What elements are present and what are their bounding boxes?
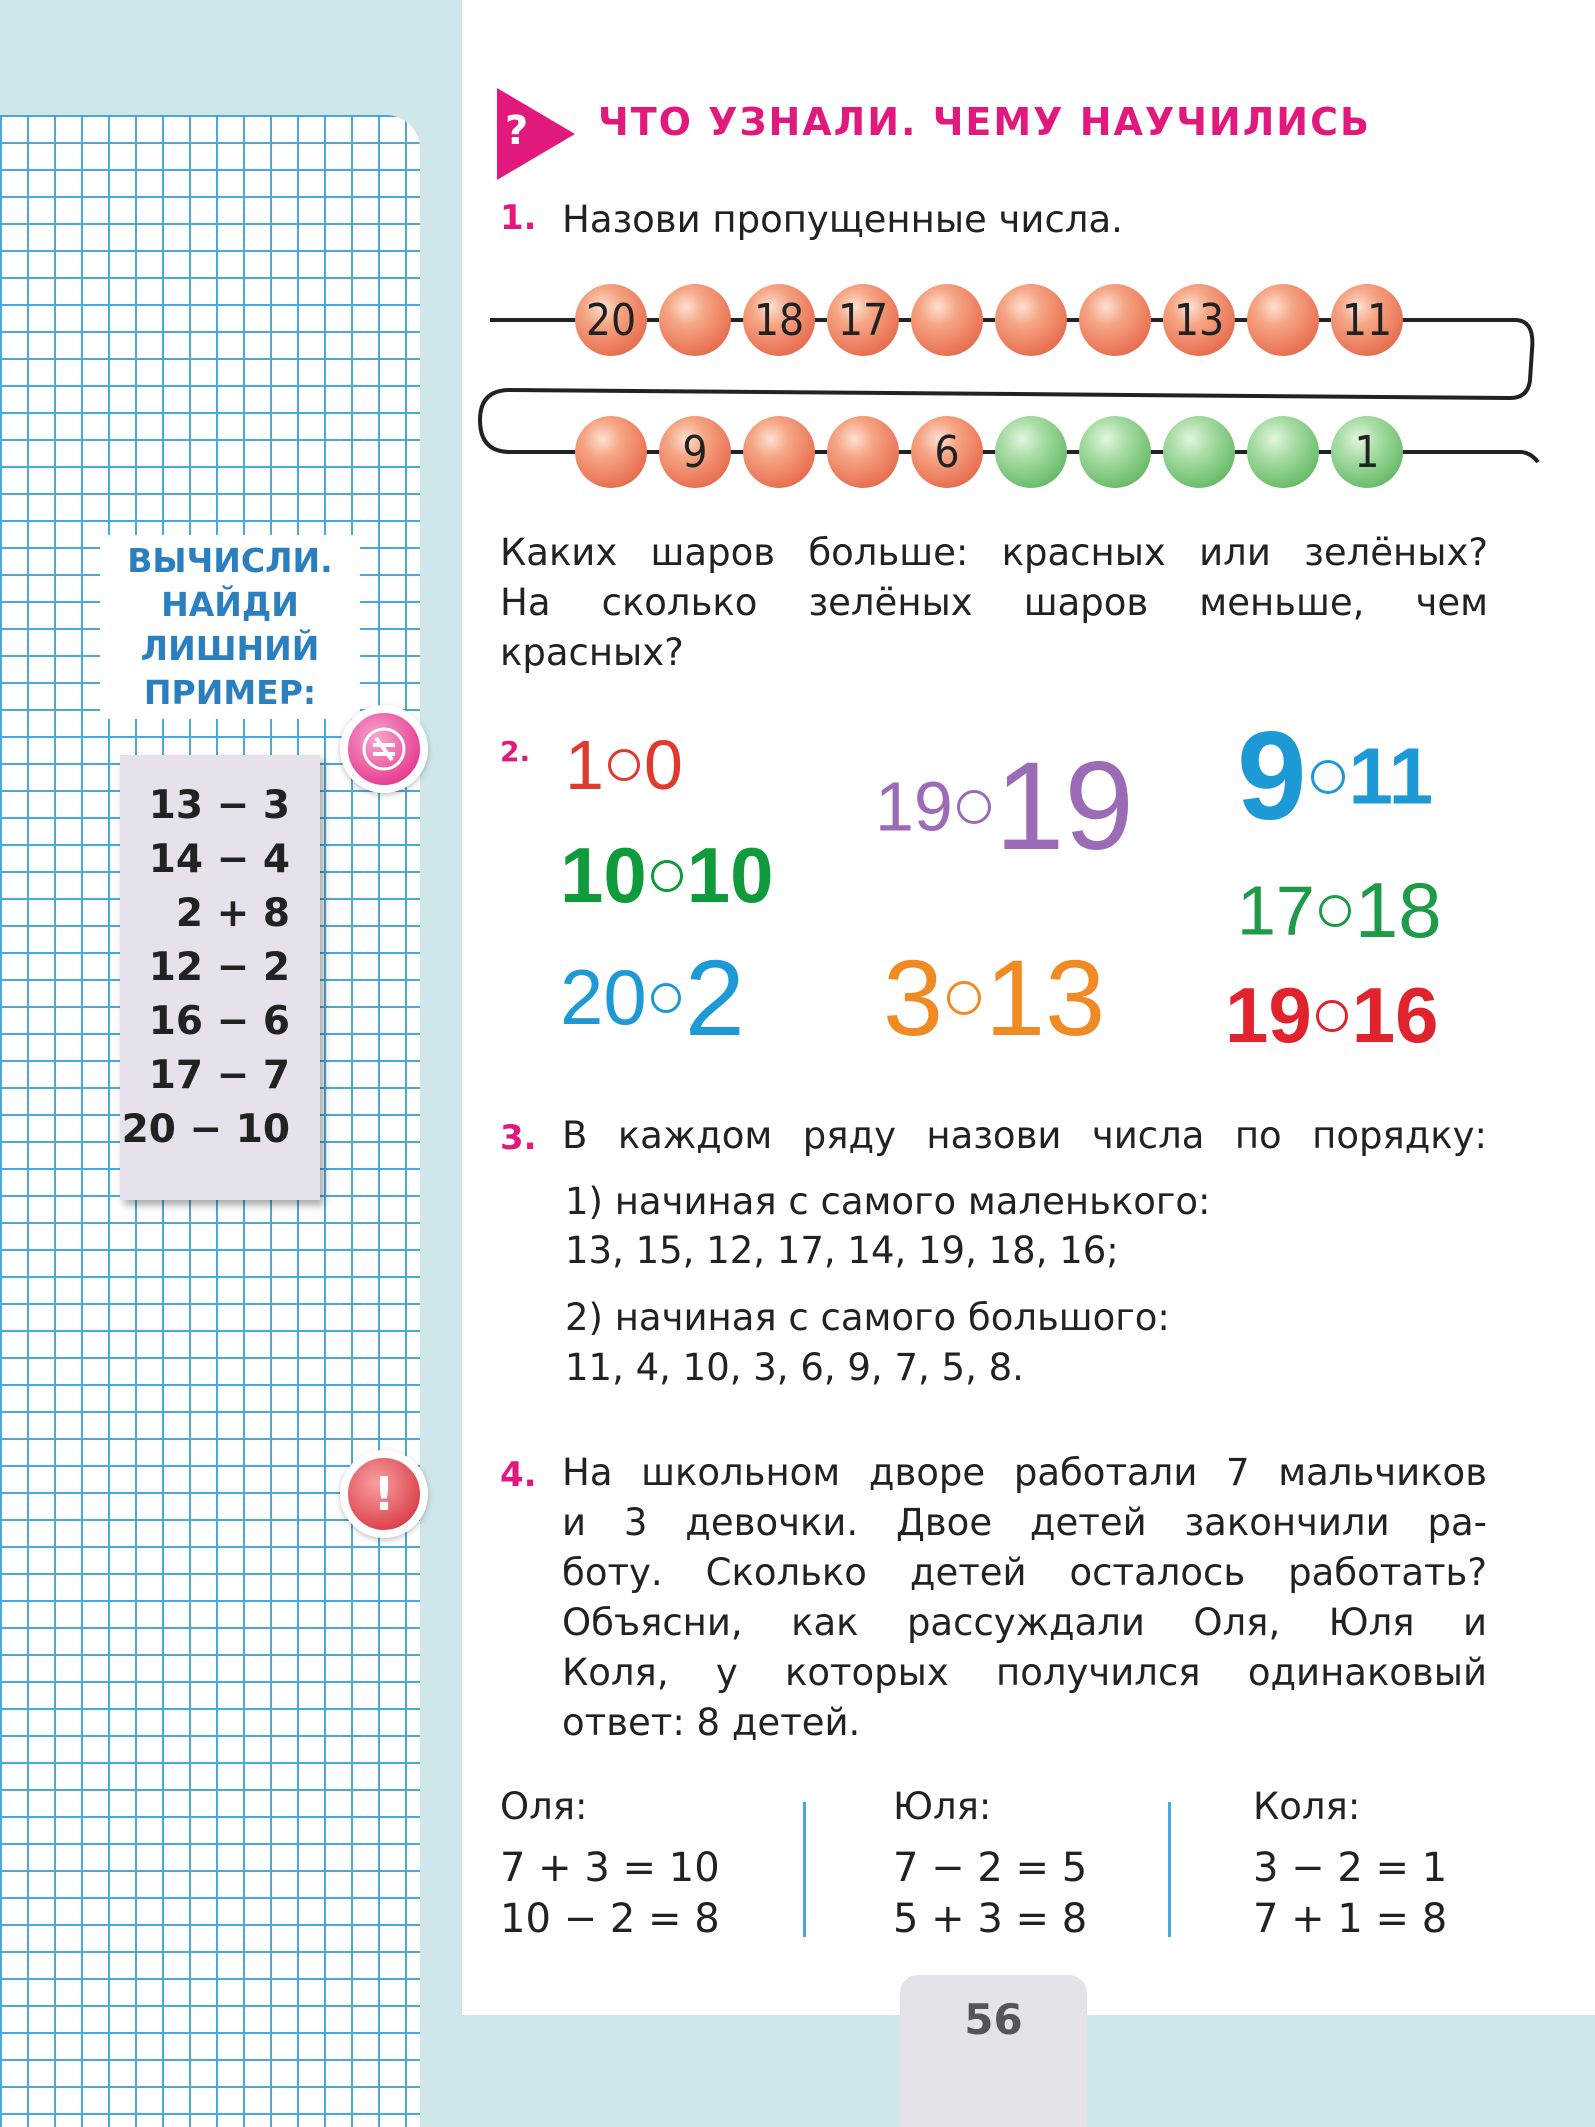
comparison-right-number: 11 — [1348, 731, 1434, 821]
comparison-item — [883, 935, 1105, 1060]
question-line: Каких шаров больше: красных или зелёных? — [500, 531, 1488, 574]
bead-green — [995, 416, 1067, 488]
task-3-part2-values: 11, 4, 10, 3, 6, 9, 7, 5, 8. — [565, 1346, 1024, 1389]
comparison-left-number: 9 — [1237, 707, 1307, 846]
question-line: красных? — [500, 631, 684, 674]
solution-author: Коля: — [1253, 1785, 1361, 1828]
solution-step: 7 − 2 = 5 — [893, 1845, 1088, 1891]
solution-divider — [1168, 1802, 1171, 1937]
comparison-blank-circle[interactable] — [947, 981, 981, 1015]
bead-red — [827, 416, 899, 488]
task-1-number: 1. — [500, 198, 537, 238]
bead-red: 18 — [743, 284, 815, 356]
comparison-right-number: 16 — [1351, 971, 1439, 1059]
bead-red: 13 — [1163, 284, 1235, 356]
example-item: 14 − 4 — [148, 837, 290, 882]
comparison-blank-circle[interactable] — [651, 983, 681, 1013]
task-4-line: и 3 девочки. Двое детей закончили ра- — [562, 1501, 1487, 1544]
comparison-blank-circle[interactable] — [651, 860, 683, 892]
solution-step: 7 + 3 = 10 — [500, 1845, 720, 1891]
comparison-right-number: 0 — [643, 726, 683, 804]
comparison-left-number: 3 — [883, 937, 944, 1058]
bead-green — [1079, 416, 1151, 488]
comparison-item — [1237, 865, 1442, 956]
comparison-left-number: 20 — [560, 953, 647, 1041]
comparison-right-number: 10 — [686, 831, 774, 919]
comparison-right-number: 18 — [1354, 866, 1442, 954]
comparison-blank-circle[interactable] — [1316, 1000, 1348, 1032]
comparison-left-number: 19 — [1225, 971, 1312, 1059]
comparison-blank-circle[interactable] — [1311, 760, 1345, 794]
bead-red: 20 — [575, 284, 647, 356]
bead-green — [1247, 416, 1319, 488]
example-item: 17 − 7 — [148, 1053, 290, 1098]
comparison-blank-circle[interactable] — [957, 790, 991, 824]
task-4-line: Коля, у которых получился одинаковый — [562, 1651, 1487, 1694]
bead-green — [1163, 416, 1235, 488]
task-2-number: 2. — [500, 735, 531, 768]
comparison-item — [1225, 970, 1439, 1061]
comparison-item — [875, 735, 1134, 878]
comparison-item — [560, 935, 745, 1060]
task-4-number: 4. — [500, 1455, 537, 1495]
comparison-blank-circle[interactable] — [608, 749, 640, 781]
bead-red: 11 — [1331, 284, 1403, 356]
example-item: 16 − 6 — [148, 999, 290, 1044]
task-3-part1-label: 1) начиная с самого маленького: — [565, 1180, 1211, 1223]
task-4-line: Объясни, как рассуждали Оля, Юля и — [562, 1601, 1487, 1644]
bead-red — [575, 416, 647, 488]
bead-red — [743, 416, 815, 488]
comparison-item — [1237, 705, 1433, 848]
comparison-left-number: 19 — [875, 767, 953, 846]
comparison-item — [565, 725, 683, 805]
sidebar-heading — [100, 535, 360, 719]
task-4-line: боту. Сколько детей осталось работать? — [562, 1551, 1487, 1594]
solution-step: 10 − 2 = 8 — [500, 1896, 720, 1942]
task-4-line: На школьном дворе работали 7 мальчиков — [562, 1451, 1487, 1494]
comparison-left-number: 10 — [560, 831, 647, 919]
solution-divider — [803, 1802, 806, 1937]
solution-author: Оля: — [500, 1785, 588, 1828]
example-item: 2 + 8 — [175, 891, 290, 936]
task-3-part2-label: 2) начиная с самого большого: — [565, 1296, 1170, 1339]
sidebar-heading-line: ЛИШНИЙ — [140, 629, 320, 668]
question-marker-icon: ? — [497, 88, 575, 180]
page-title: ЧТО УЗНАЛИ. ЧЕМУ НАУЧИЛИСЬ — [598, 100, 1371, 144]
solution-step: 3 − 2 = 1 — [1253, 1845, 1448, 1891]
task-4-line: ответ: 8 детей. — [562, 1701, 861, 1744]
example-item: 12 − 2 — [148, 945, 290, 990]
solution-step: 7 + 1 = 8 — [1253, 1896, 1448, 1942]
task-1-prompt: Назови пропущенные числа. — [562, 198, 1123, 241]
comparison-left-number: 1 — [565, 726, 604, 804]
comparison-blank-circle[interactable] — [1319, 895, 1351, 927]
bead-green: 1 — [1331, 416, 1403, 488]
comparison-left-number: 17 — [1237, 871, 1315, 950]
example-item: 13 − 3 — [148, 783, 290, 828]
task-3-part1-values: 13, 15, 12, 17, 14, 19, 18, 16; — [565, 1229, 1119, 1272]
page-number: 56 — [964, 1995, 1023, 2044]
bead-red — [911, 284, 983, 356]
not-equal-icon — [340, 705, 428, 793]
comparison-right-number: 2 — [684, 937, 745, 1058]
bead-red — [659, 284, 731, 356]
solution-author: Юля: — [893, 1785, 992, 1828]
exclamation-icon: ! — [340, 1450, 428, 1538]
bead-red: 17 — [827, 284, 899, 356]
question-line: На сколько зелёных шаров меньше, чем — [500, 581, 1488, 624]
solution-step: 5 + 3 = 8 — [893, 1896, 1088, 1942]
sidebar-heading-line: ПРИМЕР: — [143, 673, 317, 712]
comparison-right-number: 19 — [994, 737, 1134, 876]
task-3-number: 3. — [500, 1118, 537, 1158]
comparison-right-number: 13 — [985, 937, 1106, 1058]
sidebar-heading-line: НАЙДИ — [161, 585, 299, 624]
bead-red — [1079, 284, 1151, 356]
comparison-item — [560, 830, 774, 921]
bead-red — [1247, 284, 1319, 356]
bead-red: 6 — [911, 416, 983, 488]
bead-red: 9 — [659, 416, 731, 488]
examples-card — [120, 755, 320, 1200]
sidebar-heading-line: ВЫЧИСЛИ. — [127, 541, 333, 580]
bead-red — [995, 284, 1067, 356]
example-item: 20 − 10 — [121, 1107, 290, 1152]
task-3-prompt: В каждом ряду назови числа по порядку: — [562, 1114, 1487, 1157]
